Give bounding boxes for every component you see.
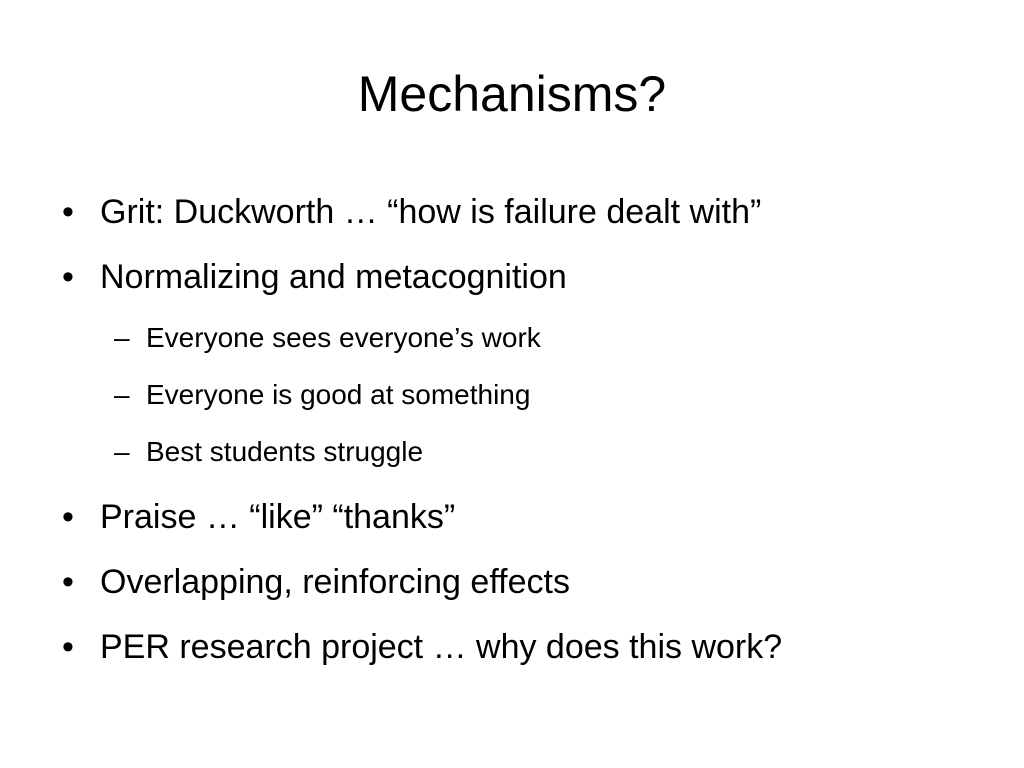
slide-title: Mechanisms?: [357, 66, 667, 122]
sub-bullet-text: Everyone sees everyone’s work: [146, 322, 541, 353]
sub-bullet-marker: –: [114, 436, 130, 467]
bullet-text: PER research project … why does this work?: [100, 628, 783, 666]
bullet-text: Grit: Duckworth … “how is failure dealt with”: [100, 193, 762, 231]
bullet-text: Praise … “like” “thanks”: [100, 498, 456, 536]
bullet-marker: •: [62, 498, 74, 536]
bullet-marker: •: [62, 193, 74, 231]
sub-bullet-marker: –: [114, 322, 130, 353]
bullet-marker: •: [62, 258, 74, 296]
sub-bullet-marker: –: [114, 379, 130, 410]
bullet-marker: •: [62, 563, 74, 601]
sub-bullet-text: Best students struggle: [146, 436, 424, 467]
sub-bullet-text: Everyone is good at something: [146, 379, 531, 410]
bullet-marker: •: [62, 628, 74, 666]
bullet-text: Normalizing and metacognition: [100, 258, 567, 296]
bullet-text: Overlapping, reinforcing effects: [100, 563, 570, 601]
